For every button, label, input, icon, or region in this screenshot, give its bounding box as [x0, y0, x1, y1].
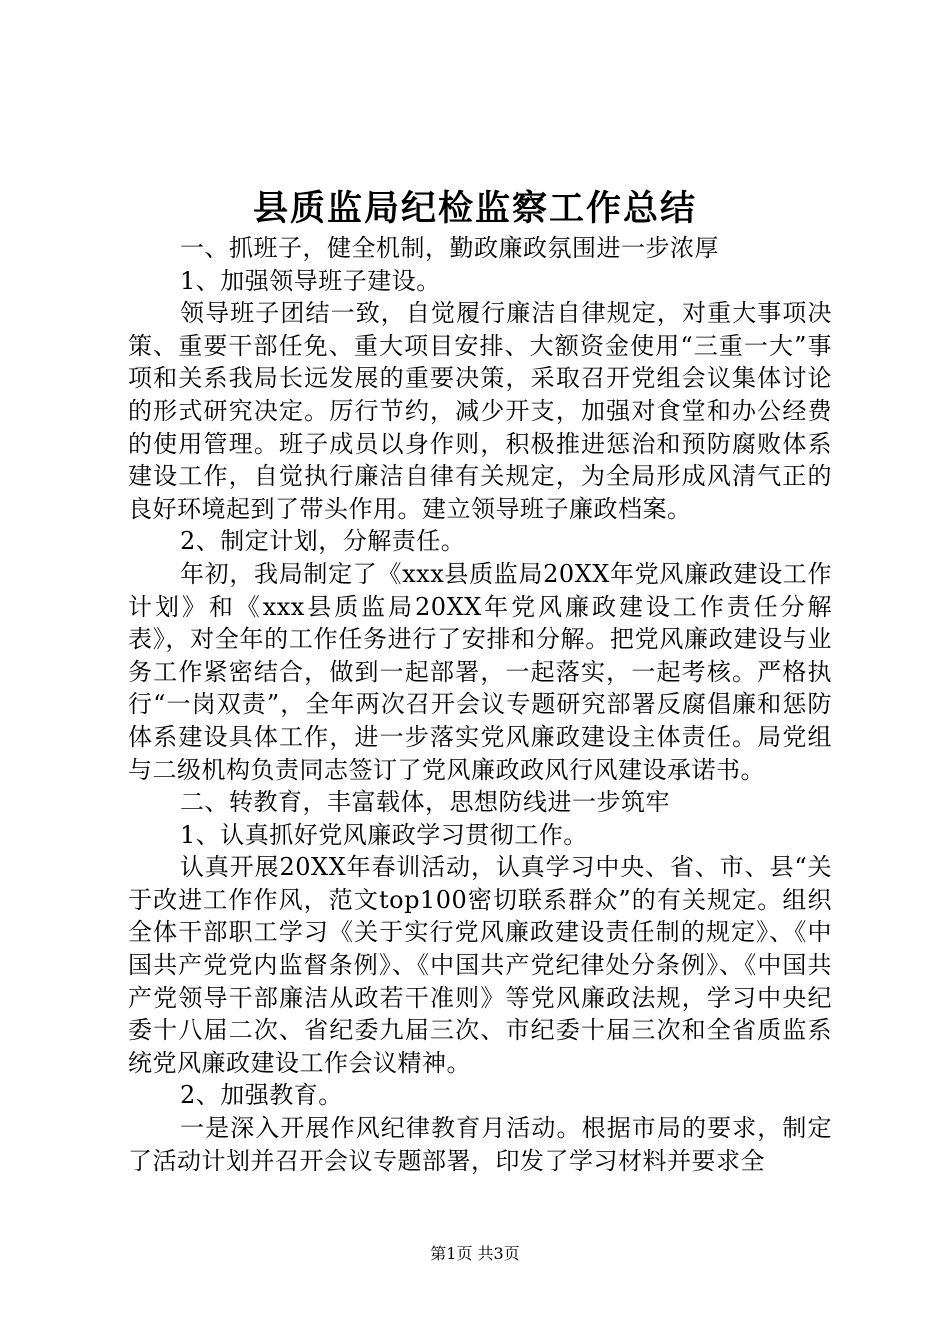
body-paragraph: 认真开展20XX年春训活动，认真学习中央、省、市、县“关于改进工作作风，范文top100密切联系群众”的有关规定。组织全体干部职工学习《关于实行党风廉政建设责任制的规定》、《中国共产党党内监督条例》、《中国共产党纪律处分条例》、《中国共产党领导干部廉洁从政若干准则》等党风廉政法规，学习中央纪委十八届二次、省纪委九届三次、市纪委十届三次和全省质监系统党风廉政建设工作会议精神。 [128, 853, 832, 1077]
body-paragraph: 年初，我局制定了《xxx县质监局20XX年党风廉政建设工作计划》和《xxx县质监局20XX年党风廉政建设工作责任分解表》，对全年的工作任务进行了安排和分解。把党风廉政建设与业务工作紧密结合，做到一起部署，一起落实，一起考核。严格执行“一岗双责”，全年两次召开会议专题研究部署反腐倡廉和惩防体系建设具体工作，进一步落实党风廉政建设主体责任。局党组与二级机构负责同志签订了党风廉政政风行风建设承诺书。 [128, 559, 832, 784]
section-heading: 一、抓班子，健全机制，勤政廉政氛围进一步浓厚 [180, 234, 719, 262]
body-paragraph: 领导班子团结一致，自觉履行廉洁自律规定，对重大事项决策、重要干部任免、重大项目安排、大额资金使用“三重一大”事项和关系我局长远发展的重要决策，采取召开党组会议集体讨论的形式研究决定。厉行节约，减少开支，加强对食堂和办公经费的使用管理。班子成员以身作则，积极推进惩治和预防腐败体系建设工作，自觉执行廉洁自律有关规定，为全局形成风清气正的良好环境起到了带头作用。建立领导班子廉政档案。 [128, 299, 832, 523]
subsection-heading: 2、制定计划，分解责任。 [180, 527, 466, 556]
subsection-heading: 1、加强领导班子建设。 [180, 266, 441, 295]
section-heading: 二、转教育，丰富载体，思想防线进一步筑牢 [180, 788, 670, 817]
subsection-heading: 2、加强教育。 [180, 1081, 343, 1110]
document-body [128, 232, 832, 1177]
body-paragraph: 一是深入开展作风纪律教育月活动。根据市局的要求，制定了活动计划并召开会议专题部署，印发了学习材料并要求全 [128, 1114, 832, 1175]
document-title: 县质监局纪检监察工作总结 [252, 188, 697, 229]
subsection-heading: 1、认真抓好党风廉政学习贯彻工作。 [180, 820, 588, 849]
page-number-footer: 第1页 共3页 [430, 1244, 520, 1263]
